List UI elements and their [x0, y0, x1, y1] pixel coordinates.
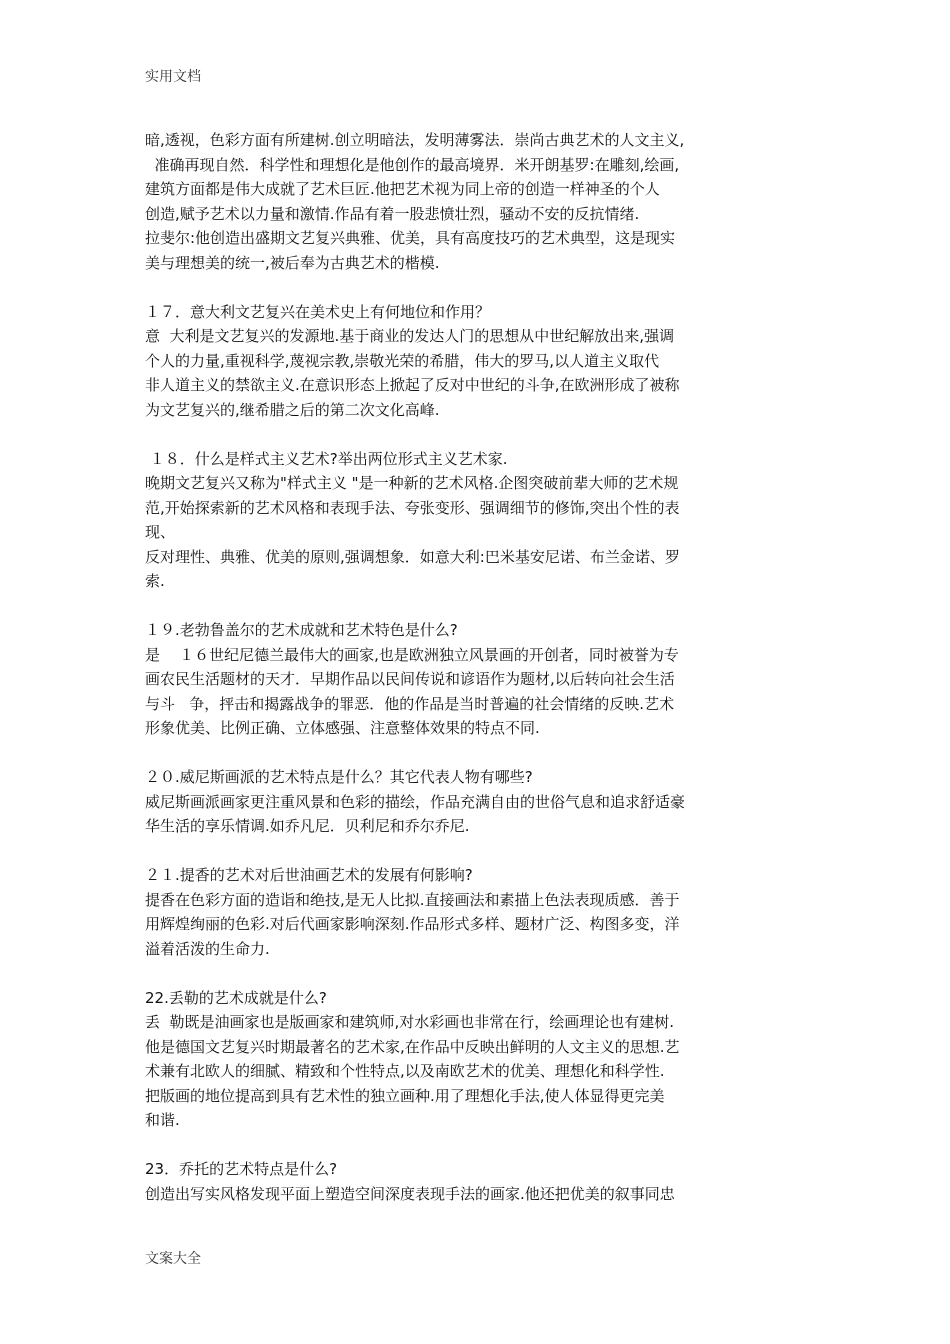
answer-line: 意 大利是文艺复兴的发源地.基于商业的发达人门的思想从中世纪解放出来,强调 [145, 327, 675, 345]
question-18: １８．什么是样式主义艺术?举出两位形式主义艺术家. [145, 449, 508, 468]
paragraph-gap [145, 839, 813, 864]
text-line: 建筑方面都是伟大成就了艺术巨匠.他把艺术视为同上帝的创造一样神圣的个人 [145, 180, 660, 198]
answer-line: 提香在色彩方面的造诣和绝技,是无人比拟.直接画法和素描上色法表现质感．善于 [145, 890, 680, 909]
text-line: 准确再现自然．科学性和理想化是他创作的最高境界．米开朗基罗:在雕刻,绘画, [145, 155, 680, 174]
answer-line: 把版画的地位提高到具有艺术性的独立画种.用了理想化手法,使人体显得更完美 [145, 1086, 665, 1105]
question-22: 22.丢勒的艺术成就是什么? [145, 988, 327, 1007]
question-17: １７．意大利文艺复兴在美术史上有何地位和作用？ [145, 302, 491, 321]
paragraph-gap [145, 422, 813, 447]
question-19: １９.老勃鲁盖尔的艺术成就和艺术特色是什么? [145, 621, 458, 639]
text-line: 创造,赋予艺术以力量和激情.作品有着一股悲愤壮烈，骚动不安的反抗情绪. [145, 204, 640, 223]
paragraph-gap [145, 275, 813, 300]
page-header: 实用文档 [145, 69, 201, 85]
answer-line: 范,开始探索新的艺术风格和表现手法、夸张变形、强调细节的修饰,突出个性的表 [145, 498, 680, 517]
answer-line: 为文艺复兴的,继希腊之后的第二次文化高峰. [145, 400, 440, 419]
answer-line: 形象优美、比例正确、立体感强、注意整体效果的特点不同. [145, 719, 540, 737]
answer-line: 晚期文艺复兴又称为"样式主义 "是一种新的艺术风格.企图突破前辈大师的艺术规 [145, 474, 679, 492]
text-line: 拉斐尔:他创造出盛期文艺复兴典雅、优美，具有高度技巧的艺术典型，这是现实 [145, 229, 676, 247]
answer-line: 华生活的享乐情调.如乔凡尼．贝利尼和乔尔乔尼. [145, 817, 470, 835]
answer-line: 现、 [145, 523, 176, 541]
answer-line: 术兼有北欧人的细腻、精致和个性特点,以及南欧艺术的优美、理想化和科学性. [145, 1062, 665, 1080]
page-footer: 文案大全 [145, 1251, 201, 1267]
paragraph-gap [145, 961, 813, 986]
question-21: ２１.提香的艺术对后世油画艺术的发展有何影响? [145, 866, 473, 884]
answer-line: 他是德国文艺复兴时期最著名的艺术家,在作品中反映出鲜明的人文主义的思想.艺 [145, 1037, 680, 1056]
document-body [145, 128, 813, 1206]
answer-line: 用辉煌绚丽的色彩.对后代画家影响深刻.作品形式多样、题材广泛、构图多变，洋 [145, 915, 680, 933]
answer-line: 与斗 争，抨击和揭露战争的罪恶．他的作品是当时普遍的社会情绪的反映.艺术 [145, 694, 675, 713]
answer-line: 反对理性、典雅、优美的原则,强调想象．如意大利:巴米基安尼诺、布兰金诺、罗 [145, 547, 680, 566]
answer-line: 索. [145, 572, 165, 590]
answer-line: 画农民生活题材的天才．早期作品以民间传说和谚语作为题材,以后转向社会生活 [145, 670, 675, 688]
question-23: 23．乔托的艺术特点是什么? [145, 1160, 338, 1178]
text-line: 暗,透视，色彩方面有所建树.创立明暗法，发明薄雾法．崇尚古典艺术的人文主义, [145, 131, 685, 149]
question-20: ２０.威尼斯画派的艺术特点是什么？其它代表人物有哪些? [145, 768, 533, 786]
paragraph-gap [145, 741, 813, 766]
answer-line: 和谐. [145, 1111, 180, 1129]
answer-line: 是 １６世纪尼德兰最伟大的画家,也是欧洲独立风景画的开创者，同时被誉为专 [145, 645, 679, 664]
answer-line: 非人道主义的禁欲主义.在意识形态上掀起了反对中世纪的斗争,在欧洲形成了被称 [145, 376, 680, 394]
paragraph-gap [145, 1133, 813, 1158]
answer-line: 创造出写实风格发现平面上塑造空间深度表现手法的画家.他还把优美的叙事同忠 [145, 1184, 675, 1203]
answer-line: 威尼斯画派画家更注重风景和色彩的描绘，作品充满自由的世俗气息和追求舒适豪 [145, 792, 686, 811]
answer-line: 个人的力量,重视科学,蔑视宗教,崇敬光荣的希腊，伟大的罗马,以人道主义取代 [145, 351, 660, 370]
text-line: 美与理想美的统一,被后奉为古典艺术的楷模. [145, 253, 440, 272]
paragraph-gap [145, 594, 813, 619]
answer-line: 溢着活泼的生命力. [145, 939, 270, 958]
answer-line: 丢 勒既是油画家也是版画家和建筑师,对水彩画也非常在行，绘画理论也有建树. [145, 1013, 675, 1031]
